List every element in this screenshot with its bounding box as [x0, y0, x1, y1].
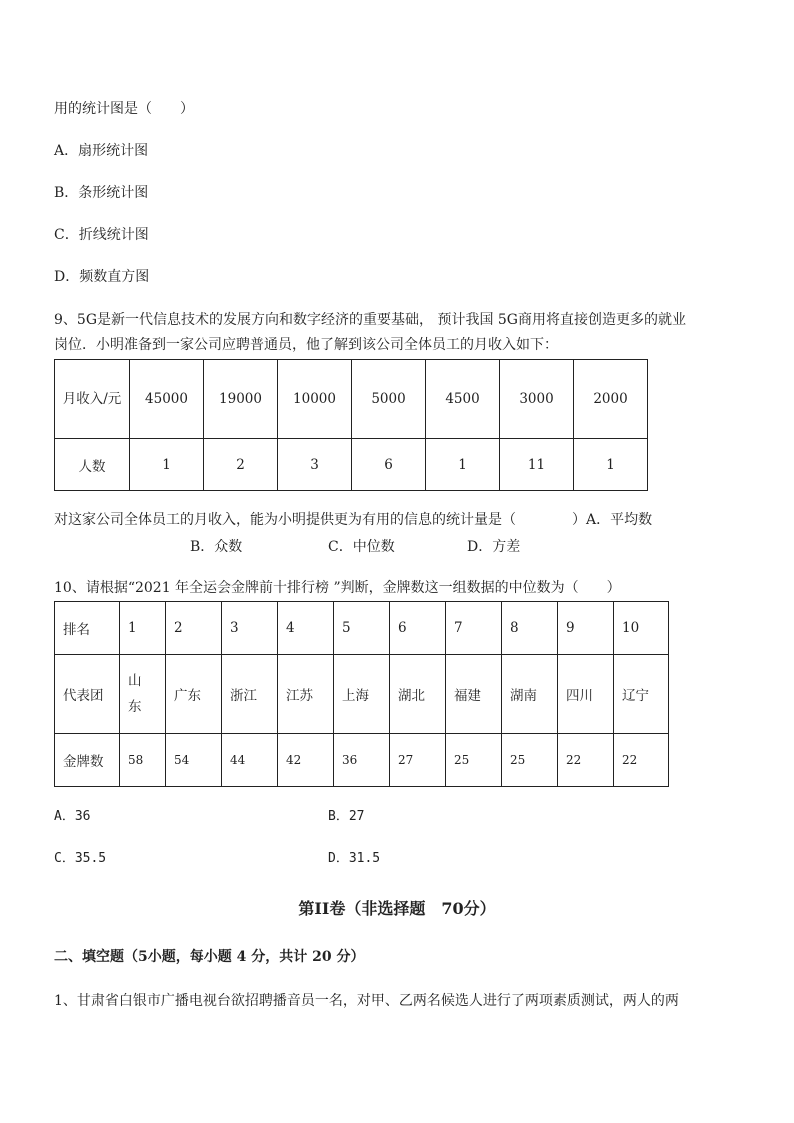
q8-option-a: A．扇形统计图: [54, 143, 149, 159]
medal-table: [54, 601, 669, 787]
income-cell: 45000: [130, 360, 204, 439]
fill-q1-line: 1、甘肃省白银市广播电视台欲招聘播音员一名，对甲、乙两名候选人进行了两项素质测试，两人的两: [54, 993, 679, 1009]
count-cell: 11: [500, 439, 574, 491]
team-cell: 山东: [120, 655, 166, 734]
team-cell: 江苏: [278, 655, 334, 734]
team-cell: 福建: [446, 655, 502, 734]
income-cell: 10000: [278, 360, 352, 439]
gold-cell: 44: [222, 734, 278, 787]
count-cell: 1: [130, 439, 204, 491]
part-title: 二、填空题（5小题，每小题 4 分，共计 20 分）: [54, 949, 365, 965]
q8-option-d: D．频数直方图: [54, 269, 150, 285]
gold-cell: 36: [334, 734, 390, 787]
income-header: 月收入/元: [55, 360, 130, 439]
q9-stem-line2: 岗位．小明准备到一家公司应聘普通员，他了解到该公司全体员工的月收入如下：: [54, 337, 558, 353]
team-cell: 广东: [166, 655, 222, 734]
rank-header: 排名: [55, 602, 120, 655]
q8-option-c: C．折线统计图: [54, 227, 149, 243]
q9-option-d: D．方差: [467, 539, 521, 555]
team-cell: 辽宁: [614, 655, 669, 734]
q8-stem-tail: 用的统计图是（ ）: [54, 101, 194, 117]
q10-option-d: D．31.5: [328, 851, 381, 866]
gold-cell: 27: [390, 734, 446, 787]
team-row: [55, 655, 669, 734]
count-cell: 2: [204, 439, 278, 491]
income-cell: 3000: [500, 360, 574, 439]
count-cell: 1: [426, 439, 500, 491]
count-row: [55, 439, 648, 491]
income-cell: 2000: [574, 360, 648, 439]
q9-option-c: C．中位数: [328, 539, 395, 555]
gold-cell: 22: [614, 734, 669, 787]
rank-cell: 6: [390, 602, 446, 655]
team-cell: 上海: [334, 655, 390, 734]
q8-option-b: B．条形统计图: [54, 185, 149, 201]
section-title: 第II卷（非选择题 70分）: [298, 899, 496, 918]
count-header: 人数: [55, 439, 130, 491]
team-cell: 湖北: [390, 655, 446, 734]
rank-cell: 10: [614, 602, 669, 655]
rank-row: [55, 602, 669, 655]
rank-cell: 9: [558, 602, 614, 655]
gold-cell: 25: [446, 734, 502, 787]
q10-option-b: B．27: [328, 809, 365, 824]
rank-cell: 1: [120, 602, 166, 655]
rank-cell: 8: [502, 602, 558, 655]
count-cell: 1: [574, 439, 648, 491]
rank-cell: 2: [166, 602, 222, 655]
rank-cell: 3: [222, 602, 278, 655]
income-cell: 19000: [204, 360, 278, 439]
income-row: [55, 360, 648, 439]
income-table: [54, 359, 648, 491]
q10-option-c: C．35.5: [54, 851, 107, 866]
team-header: 代表团: [55, 655, 120, 734]
count-cell: 3: [278, 439, 352, 491]
team-cell: 湖南: [502, 655, 558, 734]
q10-option-a: A．36: [54, 809, 91, 824]
q9-option-b: B．众数: [190, 539, 243, 555]
gold-cell: 25: [502, 734, 558, 787]
count-cell: 6: [352, 439, 426, 491]
rank-cell: 4: [278, 602, 334, 655]
gold-header: 金牌数: [55, 734, 120, 787]
income-cell: 5000: [352, 360, 426, 439]
team-cell: 浙江: [222, 655, 278, 734]
income-cell: 4500: [426, 360, 500, 439]
gold-cell: 58: [120, 734, 166, 787]
gold-cell: 42: [278, 734, 334, 787]
rank-cell: 5: [334, 602, 390, 655]
gold-row: [55, 734, 669, 787]
gold-cell: 22: [558, 734, 614, 787]
gold-cell: 54: [166, 734, 222, 787]
q10-stem: 10、请根据“2021 年全运会金牌前十排行榜 ”判断，金牌数这一组数据的中位数为（ ）: [54, 580, 621, 596]
rank-cell: 7: [446, 602, 502, 655]
q9-stem-line1: 9、5G是新一代信息技术的发展方向和数字经济的重要基础， 预计我国 5G商用将直接创造更多的就业: [54, 312, 686, 328]
q9-question: 对这家公司全体员工的月收入，能为小明提供更为有用的信息的统计量是（ ）A．平均数: [54, 512, 653, 528]
team-cell: 四川: [558, 655, 614, 734]
